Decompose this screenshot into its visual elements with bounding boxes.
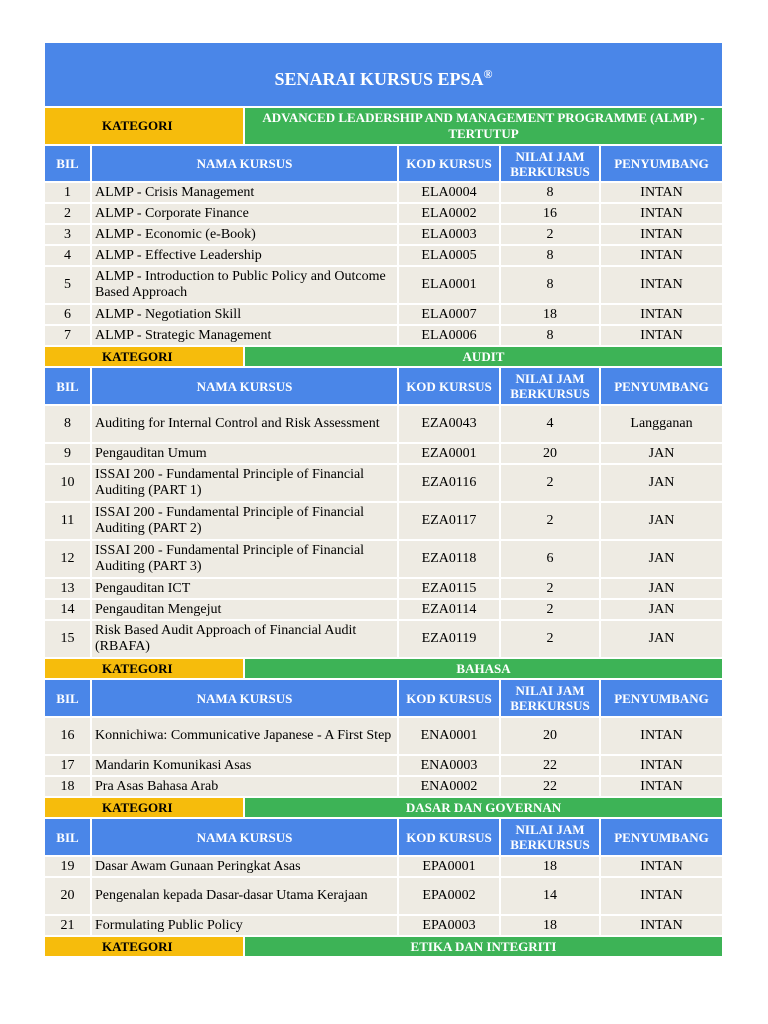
- cell-bil-text: 14: [60, 601, 75, 617]
- cell-nilai-jam-text: 8: [546, 327, 554, 343]
- cell-nilai-jam: [501, 579, 599, 598]
- cell-bil-text: 5: [64, 277, 71, 292]
- cell-nilai-jam-text: 22: [543, 757, 557, 773]
- cell-kod-kursus: [399, 267, 499, 303]
- header-nama-kursus: NAMA KURSUS: [92, 368, 397, 404]
- kategori-name: AUDIT: [245, 347, 722, 366]
- cell-nama-kursus-text: ISSAI 200 - Fundamental Principle of Financial Auditing (PART 1): [95, 467, 365, 498]
- cell-penyumbang: [601, 225, 722, 244]
- kategori-label: KATEGORI: [45, 798, 243, 817]
- cell-kod-kursus: [399, 777, 499, 796]
- cell-nilai-jam: [501, 600, 599, 619]
- registered-mark: ®: [483, 67, 493, 81]
- cell-nama-kursus: [92, 444, 397, 463]
- kategori-row: [45, 108, 722, 144]
- cell-kod-kursus: [399, 444, 499, 463]
- cell-kod-kursus: [399, 246, 499, 265]
- cell-bil-text: 17: [60, 757, 75, 773]
- cell-bil: [45, 444, 90, 463]
- cell-kod-kursus: [399, 183, 499, 202]
- cell-penyumbang: [601, 878, 722, 914]
- cell-bil: [45, 756, 90, 775]
- cell-nama-kursus: [92, 621, 397, 657]
- table-row: [45, 579, 722, 598]
- cell-kod-kursus-text: EZA0119: [421, 631, 477, 646]
- cell-kod-kursus: [399, 600, 499, 619]
- cell-penyumbang-text: INTAN: [640, 728, 683, 743]
- cell-nilai-jam-text: 8: [546, 277, 554, 292]
- cell-nama-kursus-text: Auditing for Internal Control and Risk Assessment: [95, 416, 380, 431]
- cell-kod-kursus: [399, 878, 499, 914]
- cell-nama-kursus-text: ALMP - Crisis Management: [95, 184, 255, 200]
- table-row: [45, 857, 722, 876]
- cell-bil-text: 9: [64, 445, 71, 461]
- table-row: [45, 444, 722, 463]
- cell-penyumbang: [601, 204, 722, 223]
- header-penyumbang: PENYUMBANG: [601, 680, 722, 716]
- cell-nilai-jam-text: 20: [543, 728, 557, 743]
- cell-bil: [45, 541, 90, 577]
- cell-bil: [45, 183, 90, 202]
- table-row: [45, 503, 722, 539]
- cell-nilai-jam-text: 2: [546, 580, 554, 596]
- cell-penyumbang: [601, 857, 722, 876]
- cell-nilai-jam-text: 2: [546, 475, 554, 490]
- cell-kod-kursus-text: EPA0002: [422, 888, 476, 903]
- cell-penyumbang: [601, 718, 722, 754]
- cell-bil: [45, 204, 90, 223]
- cell-penyumbang-text: INTAN: [640, 306, 683, 322]
- cell-nilai-jam: [501, 305, 599, 324]
- cell-kod-kursus-text: EZA0114: [421, 601, 477, 617]
- kategori-name: DASAR DAN GOVERNAN: [245, 798, 722, 817]
- cell-nama-kursus: [92, 579, 397, 598]
- cell-kod-kursus-text: EPA0001: [422, 858, 476, 874]
- cell-nama-kursus: [92, 857, 397, 876]
- cell-bil-text: 20: [60, 888, 75, 903]
- cell-nama-kursus-text: ALMP - Effective Leadership: [95, 247, 262, 263]
- title-text: SENARAI KURSUS EPSA: [274, 69, 484, 89]
- cell-kod-kursus-text: ENA0002: [420, 778, 478, 794]
- cell-bil-text: 11: [60, 513, 75, 528]
- cell-bil-text: 7: [64, 327, 71, 343]
- cell-nilai-jam: [501, 183, 599, 202]
- cell-bil: [45, 579, 90, 598]
- table-row: [45, 246, 722, 265]
- header-bil: BIL: [45, 680, 90, 716]
- cell-bil-text: 21: [60, 917, 75, 933]
- cell-kod-kursus-text: ENA0003: [420, 757, 478, 773]
- cell-kod-kursus-text: EPA0003: [422, 917, 476, 933]
- cell-nilai-jam: [501, 225, 599, 244]
- cell-kod-kursus: [399, 406, 499, 442]
- cell-kod-kursus: [399, 305, 499, 324]
- kategori-row: [45, 798, 722, 817]
- table-row: [45, 225, 722, 244]
- cell-bil-text: 19: [60, 858, 75, 874]
- cell-nama-kursus-text: Dasar Awam Gunaan Peringkat Asas: [95, 858, 301, 874]
- header-kod-kursus: KOD KURSUS: [399, 146, 499, 181]
- cell-nama-kursus-text: ALMP - Strategic Management: [95, 327, 272, 343]
- cell-penyumbang-text: JAN: [648, 513, 675, 528]
- cell-nama-kursus: [92, 541, 397, 577]
- cell-penyumbang: [601, 503, 722, 539]
- cell-kod-kursus-text: ELA0007: [421, 306, 477, 322]
- cell-nama-kursus-text: ALMP - Corporate Finance: [95, 205, 249, 221]
- cell-nama-kursus: [92, 225, 397, 244]
- cell-penyumbang: [601, 756, 722, 775]
- cell-nilai-jam-text: 18: [543, 858, 557, 874]
- cell-nama-kursus-text: ALMP - Introduction to Public Policy and Outcome Based Approach: [95, 269, 386, 300]
- cell-bil: [45, 621, 90, 657]
- cell-nilai-jam-text: 18: [543, 917, 557, 933]
- cell-penyumbang-text: INTAN: [640, 757, 683, 773]
- cell-penyumbang-text: JAN: [648, 551, 675, 566]
- cell-penyumbang: [601, 541, 722, 577]
- cell-nama-kursus: [92, 326, 397, 345]
- cell-nilai-jam-text: 22: [543, 778, 557, 794]
- header-bil: BIL: [45, 146, 90, 181]
- cell-nama-kursus-text: ISSAI 200 - Fundamental Principle of Financial Auditing (PART 2): [95, 505, 365, 536]
- cell-nama-kursus: [92, 503, 397, 539]
- table-row: [45, 878, 722, 914]
- header-kod-kursus: KOD KURSUS: [399, 368, 499, 404]
- cell-kod-kursus-text: EZA0117: [421, 513, 477, 528]
- table-header-row: [45, 146, 722, 181]
- table-row: [45, 756, 722, 775]
- cell-nilai-jam: [501, 326, 599, 345]
- table-row: [45, 406, 722, 442]
- cell-bil: [45, 246, 90, 265]
- cell-nama-kursus: [92, 465, 397, 501]
- header-kod-kursus: KOD KURSUS: [399, 819, 499, 855]
- table-row: [45, 600, 722, 619]
- cell-bil: [45, 600, 90, 619]
- cell-nilai-jam: [501, 267, 599, 303]
- cell-bil: [45, 267, 90, 303]
- cell-kod-kursus-text: ELA0003: [421, 226, 477, 242]
- cell-penyumbang-text: INTAN: [640, 226, 683, 242]
- cell-nama-kursus-text: Pengenalan kepada Dasar-dasar Utama Kerajaan: [95, 888, 368, 903]
- cell-nama-kursus: [92, 305, 397, 324]
- cell-nilai-jam: [501, 857, 599, 876]
- cell-bil-text: 13: [60, 580, 75, 596]
- cell-bil: [45, 777, 90, 796]
- cell-bil-text: 6: [64, 306, 71, 322]
- cell-nama-kursus-text: Pengauditan Umum: [95, 445, 207, 461]
- cell-nilai-jam: [501, 777, 599, 796]
- cell-penyumbang: [601, 465, 722, 501]
- cell-penyumbang-text: JAN: [648, 601, 675, 617]
- table-row: [45, 621, 722, 657]
- cell-nama-kursus-text: Pengauditan Mengejut: [95, 601, 222, 617]
- page-title: [45, 43, 722, 106]
- cell-penyumbang-text: Langganan: [630, 416, 693, 431]
- cell-nilai-jam-text: 16: [543, 205, 557, 221]
- cell-penyumbang: [601, 183, 722, 202]
- cell-nilai-jam-text: 4: [546, 416, 554, 431]
- kategori-name: ETIKA DAN INTEGRITI: [245, 937, 722, 956]
- cell-nilai-jam: [501, 246, 599, 265]
- cell-nama-kursus-text: ALMP - Negotiation Skill: [95, 306, 242, 322]
- table-row: [45, 541, 722, 577]
- cell-bil-text: 18: [60, 778, 75, 794]
- cell-kod-kursus-text: EZA0001: [421, 445, 477, 461]
- cell-kod-kursus: [399, 204, 499, 223]
- cell-nama-kursus: [92, 406, 397, 442]
- cell-nilai-jam-text: 8: [546, 247, 554, 263]
- cell-bil: [45, 857, 90, 876]
- cell-kod-kursus: [399, 857, 499, 876]
- cell-kod-kursus: [399, 579, 499, 598]
- header-nama-kursus: NAMA KURSUS: [92, 146, 397, 181]
- cell-nilai-jam: [501, 541, 599, 577]
- cell-nama-kursus-text: Konnichiwa: Communicative Japanese - A First Step: [95, 728, 392, 743]
- cell-penyumbang: [601, 621, 722, 657]
- cell-kod-kursus-text: ENA0001: [420, 728, 478, 743]
- table-row: [45, 267, 722, 303]
- header-nilai-jam: NILAI JAM BERKURSUS: [501, 146, 599, 181]
- cell-nilai-jam: [501, 465, 599, 501]
- header-bil: BIL: [45, 819, 90, 855]
- cell-nama-kursus-text: Pra Asas Bahasa Arab: [95, 778, 219, 794]
- cell-nilai-jam: [501, 916, 599, 935]
- cell-penyumbang-text: INTAN: [640, 888, 683, 903]
- cell-nilai-jam-text: 14: [543, 888, 557, 903]
- cell-bil: [45, 406, 90, 442]
- kategori-row: [45, 937, 722, 956]
- cell-kod-kursus-text: EZA0118: [421, 551, 477, 566]
- cell-penyumbang: [601, 326, 722, 345]
- table-row: [45, 718, 722, 754]
- cell-nama-kursus: [92, 916, 397, 935]
- header-penyumbang: PENYUMBANG: [601, 146, 722, 181]
- header-kod-kursus: KOD KURSUS: [399, 680, 499, 716]
- cell-nama-kursus: [92, 267, 397, 303]
- sections-container: [45, 108, 722, 956]
- cell-nilai-jam-text: 2: [546, 631, 554, 646]
- kategori-label: KATEGORI: [45, 659, 243, 678]
- cell-penyumbang-text: INTAN: [640, 778, 683, 794]
- cell-kod-kursus: [399, 718, 499, 754]
- cell-penyumbang: [601, 579, 722, 598]
- cell-kod-kursus-text: ELA0006: [421, 327, 477, 343]
- cell-kod-kursus: [399, 621, 499, 657]
- kategori-label: KATEGORI: [45, 347, 243, 366]
- cell-kod-kursus: [399, 225, 499, 244]
- cell-nilai-jam-text: 18: [543, 306, 557, 322]
- cell-nama-kursus: [92, 204, 397, 223]
- cell-penyumbang-text: INTAN: [640, 205, 683, 221]
- cell-kod-kursus-text: EZA0043: [421, 416, 477, 431]
- cell-nama-kursus-text: Mandarin Komunikasi Asas: [95, 757, 252, 773]
- cell-kod-kursus-text: ELA0001: [421, 277, 477, 292]
- table-row: [45, 183, 722, 202]
- table-row: [45, 204, 722, 223]
- table-row: [45, 777, 722, 796]
- table-header-row: [45, 368, 722, 404]
- cell-penyumbang-text: JAN: [648, 445, 675, 461]
- cell-nama-kursus-text: ALMP - Economic (e-Book): [95, 226, 256, 242]
- cell-bil: [45, 916, 90, 935]
- kategori-name: ADVANCED LEADERSHIP AND MANAGEMENT PROGRAMME (ALMP) -TERTUTUP: [245, 108, 722, 144]
- cell-kod-kursus: [399, 465, 499, 501]
- cell-kod-kursus: [399, 916, 499, 935]
- table-row: [45, 465, 722, 501]
- cell-nama-kursus: [92, 600, 397, 619]
- cell-bil: [45, 326, 90, 345]
- cell-nilai-jam-text: 2: [546, 601, 554, 617]
- table-header-row: [45, 819, 722, 855]
- cell-penyumbang-text: INTAN: [640, 277, 683, 292]
- cell-bil: [45, 503, 90, 539]
- cell-penyumbang: [601, 444, 722, 463]
- header-penyumbang: PENYUMBANG: [601, 819, 722, 855]
- cell-nilai-jam-text: 2: [546, 226, 554, 242]
- cell-nilai-jam: [501, 503, 599, 539]
- cell-nilai-jam-text: 2: [546, 513, 554, 528]
- header-bil: BIL: [45, 368, 90, 404]
- cell-nilai-jam: [501, 444, 599, 463]
- cell-penyumbang-text: JAN: [648, 631, 675, 646]
- cell-nama-kursus: [92, 756, 397, 775]
- cell-kod-kursus: [399, 503, 499, 539]
- cell-nilai-jam: [501, 756, 599, 775]
- cell-penyumbang: [601, 916, 722, 935]
- cell-kod-kursus-text: ELA0002: [421, 205, 477, 221]
- cell-bil-text: 2: [64, 205, 71, 221]
- cell-bil-text: 4: [64, 247, 71, 263]
- cell-nilai-jam: [501, 718, 599, 754]
- cell-bil-text: 8: [64, 416, 71, 431]
- kategori-name: BAHASA: [245, 659, 722, 678]
- cell-nama-kursus: [92, 718, 397, 754]
- cell-bil-text: 10: [60, 475, 75, 490]
- cell-penyumbang-text: JAN: [648, 475, 675, 490]
- cell-bil-text: 15: [60, 631, 75, 646]
- cell-nama-kursus-text: ISSAI 200 - Fundamental Principle of Financial Auditing (PART 3): [95, 543, 365, 574]
- cell-kod-kursus-text: ELA0004: [421, 184, 477, 200]
- cell-penyumbang-text: INTAN: [640, 858, 683, 874]
- cell-nama-kursus-text: Pengauditan ICT: [95, 580, 191, 596]
- header-nilai-jam: NILAI JAM BERKURSUS: [501, 819, 599, 855]
- cell-bil-text: 16: [60, 728, 75, 743]
- cell-bil-text: 3: [64, 226, 71, 242]
- cell-nama-kursus-text: Formulating Public Policy: [95, 917, 243, 933]
- cell-penyumbang: [601, 600, 722, 619]
- cell-bil: [45, 225, 90, 244]
- header-nama-kursus: NAMA KURSUS: [92, 819, 397, 855]
- cell-kod-kursus: [399, 756, 499, 775]
- cell-kod-kursus: [399, 326, 499, 345]
- header-nilai-jam: NILAI JAM BERKURSUS: [501, 368, 599, 404]
- header-nama-kursus: NAMA KURSUS: [92, 680, 397, 716]
- cell-nama-kursus-text: Risk Based Audit Approach of Financial Audit (RBAFA): [95, 623, 357, 654]
- cell-nama-kursus: [92, 777, 397, 796]
- course-list-document: [45, 43, 722, 958]
- table-row: [45, 916, 722, 935]
- cell-nilai-jam-text: 6: [546, 551, 554, 566]
- cell-bil: [45, 305, 90, 324]
- cell-kod-kursus-text: EZA0116: [421, 475, 477, 490]
- cell-bil: [45, 465, 90, 501]
- cell-nama-kursus: [92, 183, 397, 202]
- header-penyumbang: PENYUMBANG: [601, 368, 722, 404]
- cell-nilai-jam-text: 8: [546, 184, 554, 200]
- kategori-row: [45, 347, 722, 366]
- cell-penyumbang: [601, 777, 722, 796]
- cell-kod-kursus-text: EZA0115: [421, 580, 477, 596]
- cell-nama-kursus: [92, 246, 397, 265]
- cell-bil: [45, 718, 90, 754]
- cell-bil-text: 12: [60, 551, 75, 566]
- cell-penyumbang-text: INTAN: [640, 247, 683, 263]
- cell-bil: [45, 878, 90, 914]
- cell-nilai-jam: [501, 878, 599, 914]
- cell-penyumbang-text: INTAN: [640, 917, 683, 933]
- cell-nilai-jam-text: 20: [543, 445, 557, 461]
- cell-kod-kursus-text: ELA0005: [421, 247, 477, 263]
- kategori-label: KATEGORI: [45, 108, 243, 144]
- table-row: [45, 305, 722, 324]
- cell-penyumbang: [601, 406, 722, 442]
- table-row: [45, 326, 722, 345]
- kategori-label: KATEGORI: [45, 937, 243, 956]
- cell-nama-kursus: [92, 878, 397, 914]
- cell-nilai-jam: [501, 204, 599, 223]
- table-header-row: [45, 680, 722, 716]
- header-nilai-jam: NILAI JAM BERKURSUS: [501, 680, 599, 716]
- cell-nilai-jam: [501, 621, 599, 657]
- cell-penyumbang-text: JAN: [648, 580, 675, 596]
- cell-bil-text: 1: [64, 184, 71, 200]
- kategori-row: [45, 659, 722, 678]
- cell-penyumbang: [601, 267, 722, 303]
- cell-nilai-jam: [501, 406, 599, 442]
- cell-penyumbang: [601, 246, 722, 265]
- cell-penyumbang: [601, 305, 722, 324]
- cell-penyumbang-text: INTAN: [640, 184, 683, 200]
- cell-penyumbang-text: INTAN: [640, 327, 683, 343]
- cell-kod-kursus: [399, 541, 499, 577]
